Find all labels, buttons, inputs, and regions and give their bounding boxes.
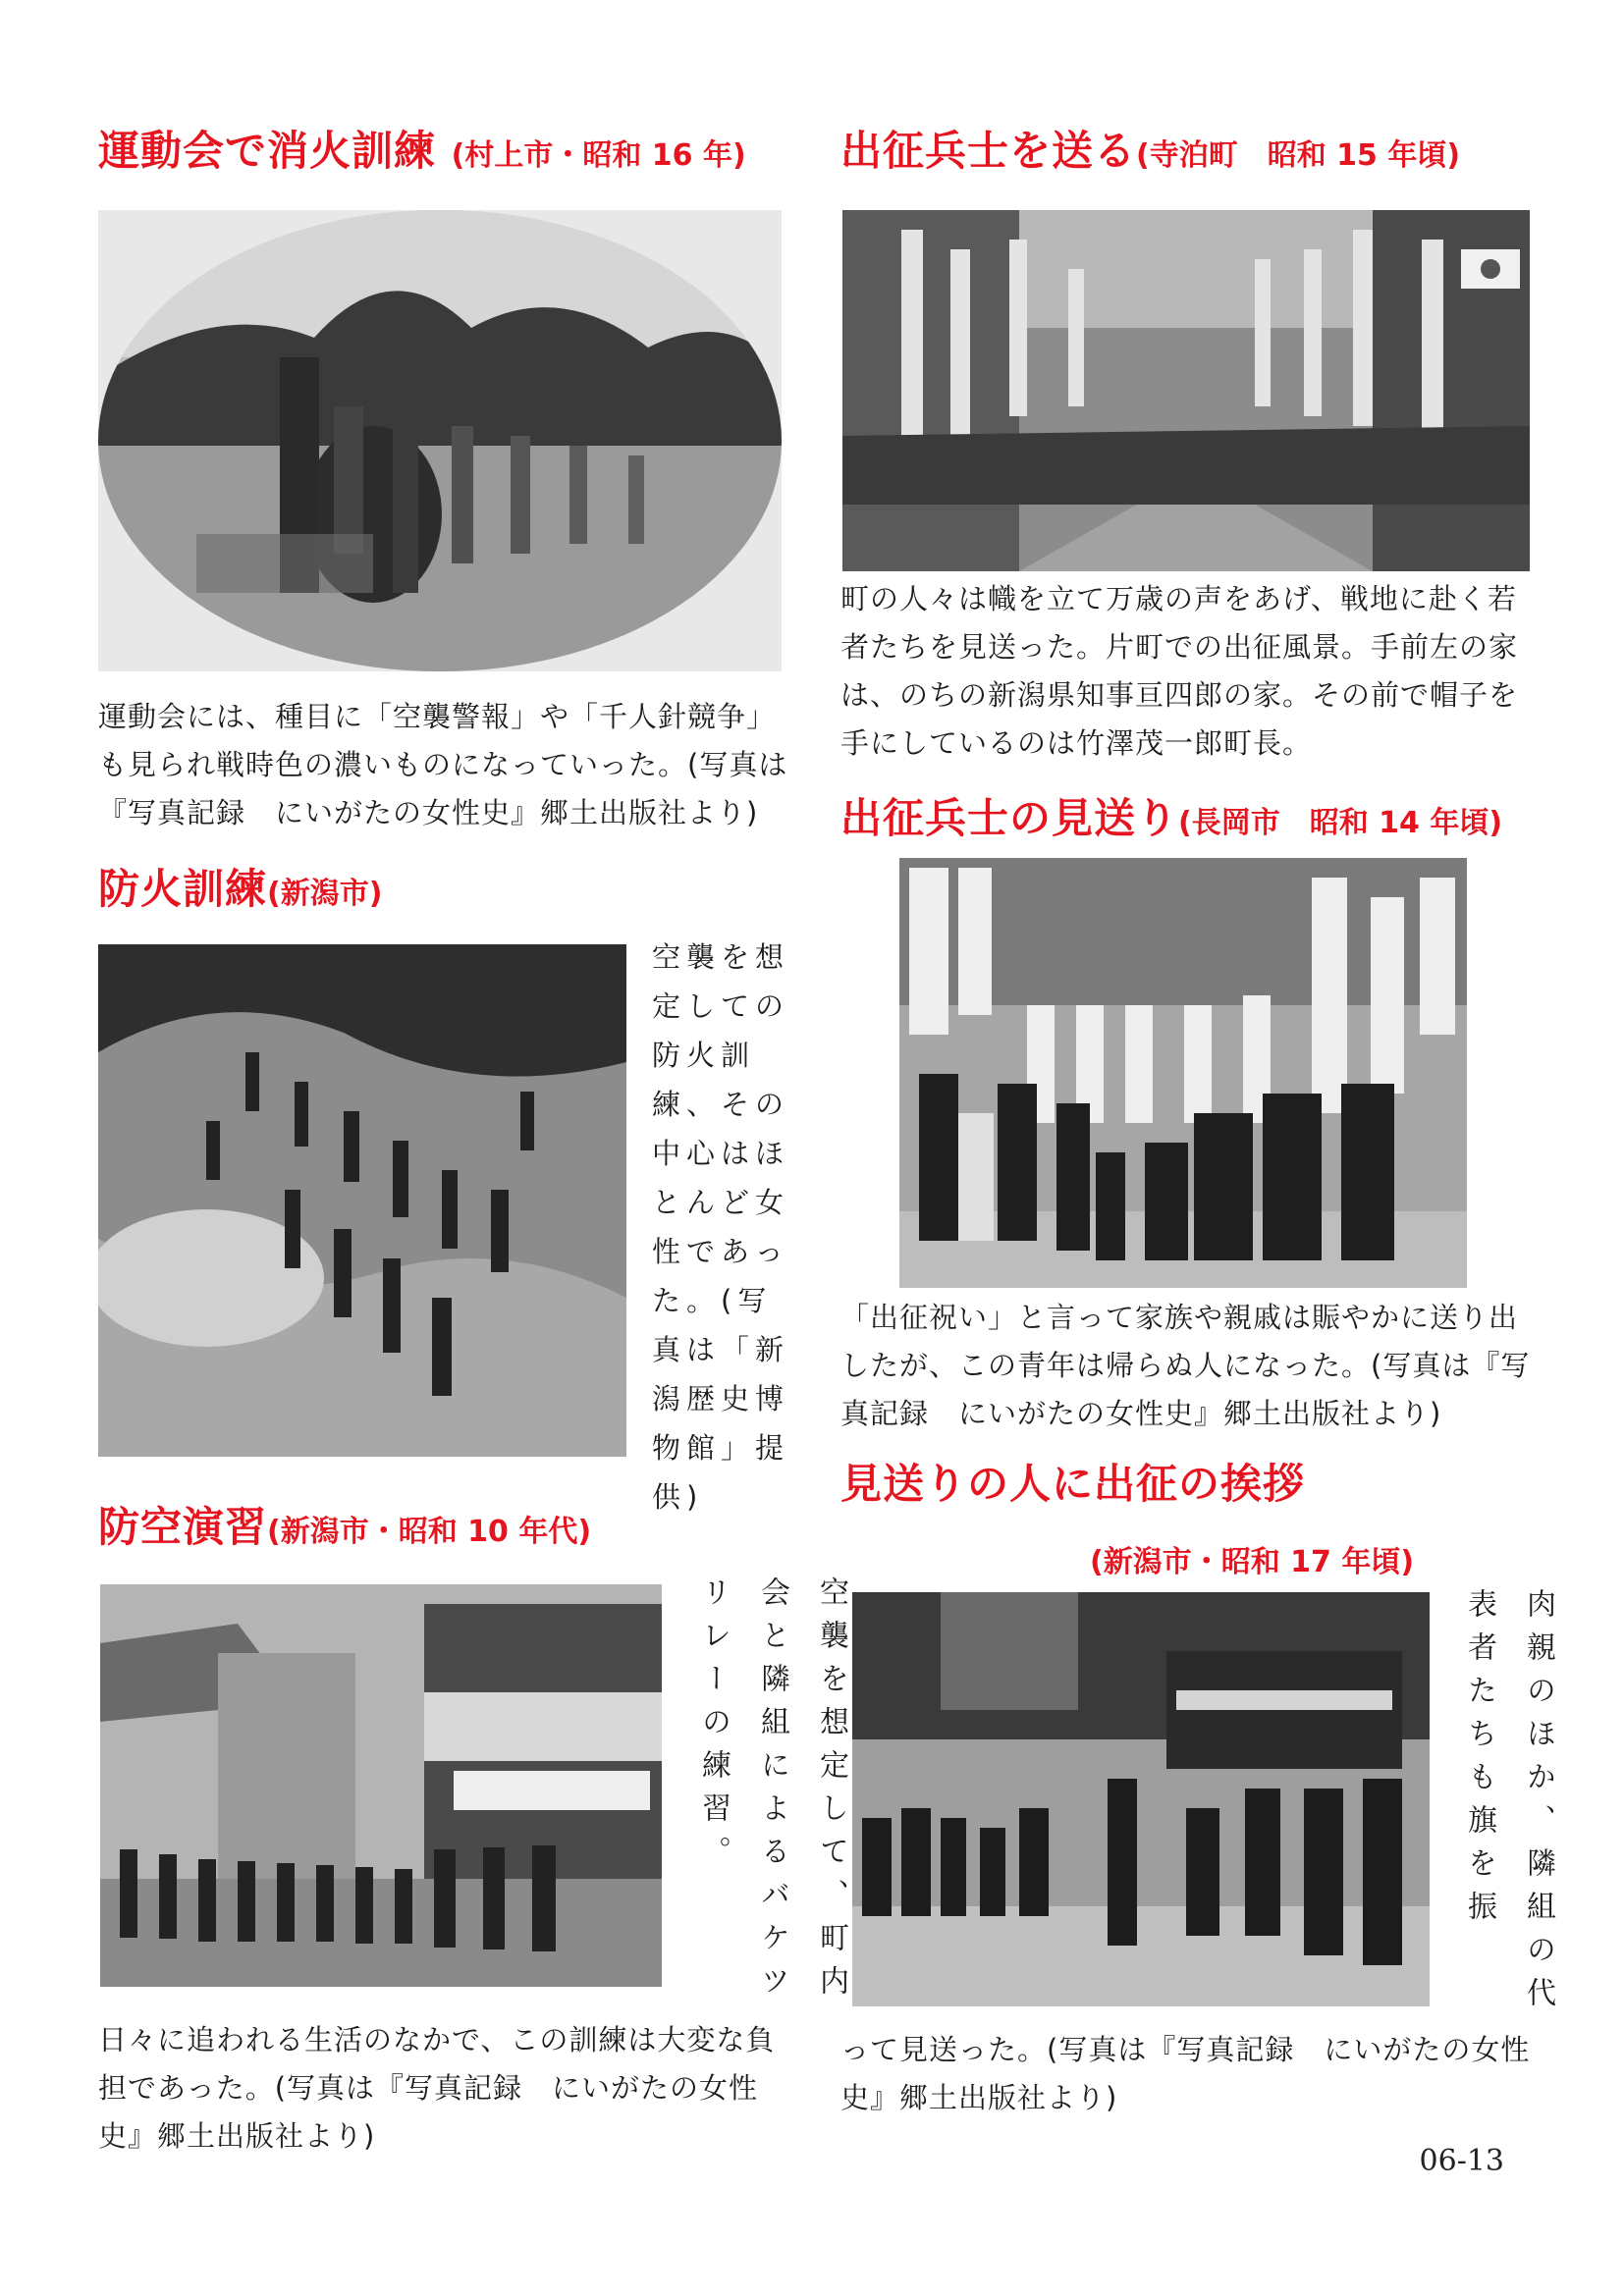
section-title-farewell-soldier	[840, 791, 1502, 851]
title-subtitle: (村上市・昭和 16 年)	[451, 138, 746, 173]
photo-farewell-soldier	[899, 858, 1467, 1288]
title-text: 出征兵士を送る	[840, 127, 1137, 175]
caption-sports-fire: 運動会には、種目に「空襲警報」や「千人針競争」も見られ戦時色の濃いものになっていった。(写真は『写真記録 にいがたの女性史』郷土出版社より)	[98, 700, 788, 829]
title-text: 運動会で消火訓練	[98, 127, 437, 175]
title-subtitle: (長岡市 昭和 14 年頃)	[1178, 806, 1503, 840]
section-title-air-defense	[98, 1500, 591, 1560]
caption-send-off-soldiers: 町の人々は幟を立て万歳の声をあげ、戦地に赴く若者たちを見送った。片町での出征風景。手前左の家は、のちの新潟県知事亘四郎の家。その前で帽子を手にしているのは竹澤茂一郎町長。	[840, 582, 1519, 760]
photo-air-defense	[100, 1584, 662, 1987]
section-title-sports-fire	[98, 124, 746, 184]
photo-send-off-soldiers	[842, 210, 1530, 571]
title-text: 見送りの人に出征の挨拶	[840, 1460, 1306, 1508]
side-text-air-defense: 空襲を想定して、町内会と隣組によるバケツリレーの練習。	[696, 1576, 848, 2008]
photo-sports-fire-drill	[98, 210, 782, 671]
title-subtitle: (新潟市)	[267, 877, 383, 911]
caption-greeting: って見送った。(写真は『写真記録 にいがたの女性史』郷土出版社より)	[840, 2033, 1531, 2114]
photo-fire-drill	[98, 944, 626, 1457]
caption-air-defense: 日々に追われる生活のなかで、この訓練は大変な負担であった。(写真は『写真記録 にいがたの女性史』郷土出版社より)	[98, 2023, 776, 2153]
section-subtitle-greeting: (新潟市・昭和 17 年頃)	[1090, 1545, 1415, 1579]
title-text: 防火訓練	[98, 865, 268, 913]
caption-farewell-soldier: 「出征祝い」と言って家族や親戚は賑やかに送り出したが、この青年は帰らぬ人になった。(写真は『写真記録 にいがたの女性史』郷土出版社より)	[840, 1301, 1531, 1430]
page-number: 06-13	[1419, 2144, 1504, 2178]
title-subtitle: (新潟市・昭和 10 年代)	[267, 1515, 592, 1549]
side-text-greeting: 肉親のほか、隣組の代表者たちも旗を振	[1462, 1588, 1555, 2020]
title-subtitle: (寺泊町 昭和 15 年頃)	[1136, 138, 1461, 173]
title-text: 防空演習	[98, 1503, 268, 1551]
title-text: 出征兵士の見送り	[840, 794, 1179, 842]
section-title-greeting	[840, 1457, 1305, 1512]
section-title-send-off	[840, 124, 1460, 184]
section-title-fire-drill	[98, 862, 382, 922]
photo-greeting	[852, 1592, 1430, 2006]
side-text-fire-drill: 空襲を想定しての防火訓練、その中心はほとんど女性であった。(写真は「新潟歴史博物館」提供)	[652, 940, 790, 1514]
